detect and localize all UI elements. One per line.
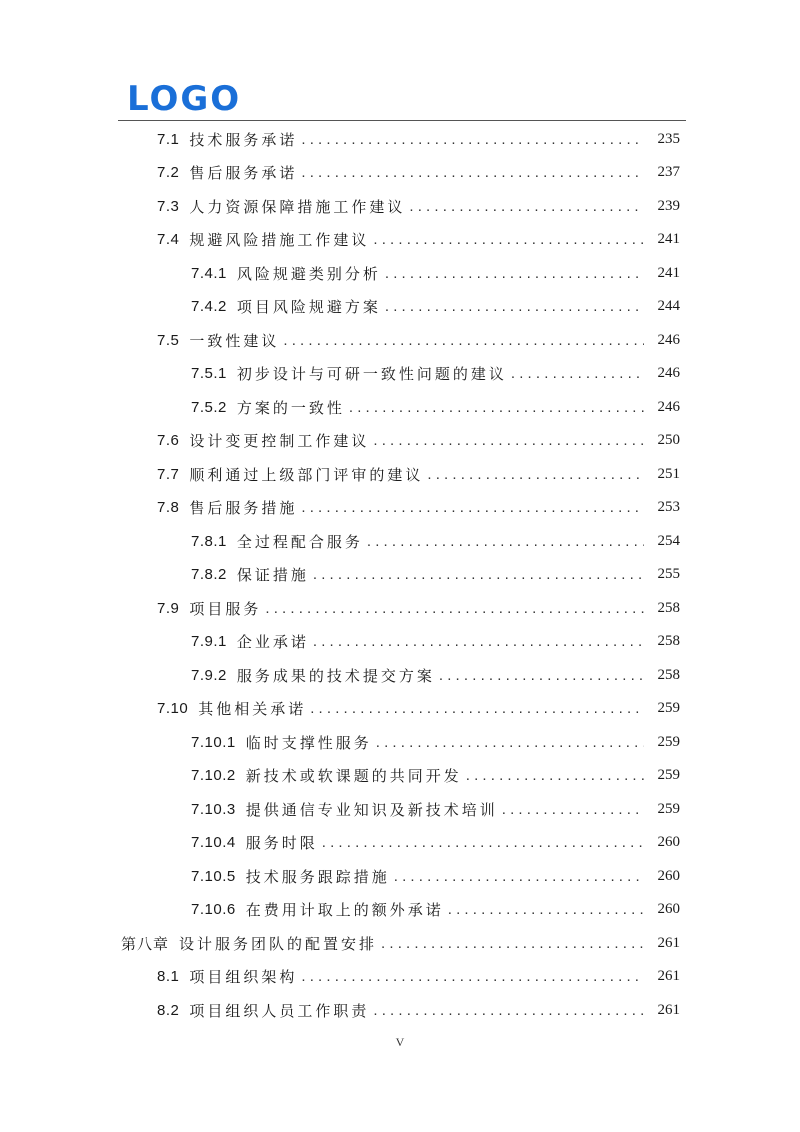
toc-entry[interactable] (157, 429, 680, 453)
toc-entry-page: 260 (657, 901, 680, 917)
logo: LOGO (127, 79, 242, 119)
toc-entry-title: 售后服务承诺 (189, 165, 298, 182)
toc-entry-page: 258 (657, 633, 680, 649)
toc-entry[interactable] (191, 529, 680, 553)
toc-entry-page: 258 (657, 599, 680, 616)
toc-entry-number: 第八章 (121, 935, 170, 953)
toc-entry-number: 7.10.4 (191, 834, 236, 851)
toc-dot-leader (409, 198, 644, 215)
toc-entry-number: 7.10 (157, 700, 189, 717)
toc-entry-page: 258 (657, 666, 680, 683)
toc-entry[interactable] (157, 328, 680, 352)
toc-entry-title: 项目风险规避方案 (236, 299, 381, 316)
toc-entry-number: 7.3 (157, 197, 180, 215)
toc-entry-title: 服务时限 (245, 835, 318, 852)
toc-entry-title: 项目组织人员工作职责 (189, 1002, 370, 1020)
toc-dot-leader (313, 566, 644, 583)
toc-entry[interactable] (157, 228, 680, 252)
toc-entry[interactable] (191, 295, 680, 319)
toc-dot-leader (511, 365, 644, 382)
toc-entry[interactable] (121, 931, 680, 955)
toc-entry-page: 254 (657, 532, 680, 549)
toc-entry-title: 企业承诺 (236, 634, 309, 651)
toc-entry-number: 7.4.1 (191, 264, 227, 282)
toc-dot-leader (385, 265, 644, 282)
toc-dot-leader (373, 1002, 644, 1019)
toc-entry-title: 项目服务 (189, 600, 262, 618)
toc-entry-title: 方案的一致性 (236, 399, 345, 417)
toc-entry[interactable] (191, 898, 680, 922)
toc-dot-leader (394, 868, 644, 885)
toc-dot-leader (466, 767, 644, 784)
toc-entry-number: 7.5.2 (191, 398, 227, 416)
toc-entry-page: 235 (657, 130, 680, 147)
toc-entry-page: 261 (657, 968, 680, 984)
toc-entry-title: 临时支撑性服务 (245, 734, 372, 752)
toc-entry[interactable] (157, 127, 680, 151)
toc-entry-title: 提供通信专业知识及新技术培训 (245, 801, 498, 819)
toc-entry-page: 241 (657, 231, 680, 247)
toc-entry-number: 7.2 (157, 164, 180, 181)
toc-dot-leader (301, 499, 644, 516)
toc-entry[interactable] (191, 831, 680, 855)
toc-entry-number: 7.10.1 (191, 733, 236, 751)
toc-entry[interactable] (157, 496, 680, 520)
toc-entry-page: 237 (657, 164, 680, 180)
toc-entry-page: 251 (657, 465, 680, 482)
toc-entry[interactable] (191, 797, 680, 821)
toc-entry-number: 7.5 (157, 331, 180, 349)
toc-entry-page: 241 (657, 264, 680, 281)
toc-entry[interactable] (157, 697, 680, 721)
toc-dot-leader (313, 633, 644, 650)
toc-entry[interactable] (191, 563, 680, 587)
toc-entry-title: 人力资源保障措施工作建议 (189, 198, 406, 216)
toc-entry-number: 7.9.1 (191, 633, 227, 650)
toc-entry-page: 250 (657, 432, 680, 448)
toc-dot-leader (322, 834, 644, 851)
toc-dot-leader (265, 600, 644, 617)
toc-dot-leader (385, 298, 644, 315)
toc-entry-number: 7.10.6 (191, 901, 236, 918)
toc-entry[interactable] (191, 261, 680, 285)
toc-entry-title: 技术服务跟踪措施 (245, 868, 390, 886)
toc-entry-page: 259 (657, 767, 680, 783)
toc-entry-title: 顺利通过上级部门评审的建议 (189, 466, 424, 484)
toc-entry[interactable] (191, 395, 680, 419)
toc-entry-page: 246 (657, 365, 680, 381)
toc-entry[interactable] (157, 998, 680, 1022)
toc-entry-page: 239 (657, 197, 680, 214)
toc-dot-leader (310, 700, 644, 717)
toc-entry-title: 保证措施 (236, 567, 309, 584)
toc-entry[interactable] (157, 965, 680, 989)
toc-entry-page: 259 (657, 733, 680, 750)
toc-entry-page: 259 (657, 800, 680, 817)
toc-entry-page: 260 (657, 834, 680, 850)
toc-entry-number: 7.4 (157, 231, 180, 248)
toc-entry-title: 一致性建议 (189, 332, 280, 350)
toc-dot-leader (427, 466, 644, 483)
toc-dot-leader (373, 432, 644, 449)
toc-entry-page: 259 (657, 700, 680, 716)
toc-dot-leader (367, 533, 644, 550)
toc-entry-title: 售后服务措施 (189, 500, 298, 517)
toc-dot-leader (349, 399, 644, 416)
toc-entry[interactable] (191, 663, 680, 687)
toc-entry-number: 8.2 (157, 1001, 180, 1019)
toc-entry-number: 7.9.2 (191, 666, 227, 684)
header-divider (118, 120, 686, 121)
toc-entry-number: 7.8.2 (191, 566, 227, 583)
toc-dot-leader (283, 332, 644, 349)
toc-entry-title: 服务成果的技术提交方案 (236, 667, 435, 685)
toc-dot-leader (439, 667, 644, 684)
toc-entry-page: 261 (657, 1001, 680, 1018)
toc-entry-title: 规避风险措施工作建议 (189, 232, 370, 249)
toc-dot-leader (502, 801, 644, 818)
toc-entry[interactable] (191, 362, 680, 386)
toc-entry-page: 253 (657, 499, 680, 515)
toc-entry-page: 260 (657, 867, 680, 884)
toc-entry-title: 新技术或软课题的共同开发 (245, 768, 462, 785)
toc-entry-page: 261 (657, 934, 680, 951)
toc-entry[interactable] (191, 864, 680, 888)
toc-entry-title: 设计变更控制工作建议 (189, 433, 370, 450)
toc-entry-number: 7.4.2 (191, 298, 227, 315)
toc-entry[interactable] (191, 630, 680, 654)
toc-entry[interactable] (191, 764, 680, 788)
toc-entry[interactable] (157, 161, 680, 185)
toc-entry-title: 在费用计取上的额外承诺 (245, 902, 444, 919)
toc-entry-number: 7.6 (157, 432, 180, 449)
toc-dot-leader (301, 131, 644, 148)
toc-dot-leader (373, 231, 644, 248)
toc-entry[interactable] (157, 194, 680, 218)
toc-entry-page: 246 (657, 331, 680, 348)
toc-entry[interactable] (191, 730, 680, 754)
page-number: V (395, 1035, 405, 1049)
toc-entry-page: 244 (657, 298, 680, 314)
toc-dot-leader (301, 164, 644, 181)
toc-entry-number: 7.10.3 (191, 800, 236, 818)
toc-entry-title: 其他相关承诺 (198, 701, 307, 718)
toc-entry-number: 8.1 (157, 968, 180, 985)
toc-entry-page: 255 (657, 566, 680, 582)
toc-entry-page: 246 (657, 398, 680, 415)
toc-dot-leader (376, 734, 644, 751)
toc-dot-leader (301, 968, 644, 985)
toc-entry-title: 全过程配合服务 (236, 533, 363, 551)
toc-entry-number: 7.9 (157, 599, 180, 617)
toc-entry-title: 项目组织架构 (189, 969, 298, 986)
toc-entry-number: 7.8 (157, 499, 180, 516)
toc-entry-title: 技术服务承诺 (189, 131, 298, 149)
toc-entry-number: 7.10.5 (191, 867, 236, 885)
toc-entry-title: 初步设计与可研一致性问题的建议 (236, 366, 507, 383)
toc-dot-leader (448, 901, 644, 918)
toc-dot-leader (381, 935, 644, 952)
toc-entry-number: 7.8.1 (191, 532, 227, 550)
toc-entry[interactable] (157, 462, 680, 486)
toc-entry-number: 7.5.1 (191, 365, 227, 382)
toc-entry-number: 7.10.2 (191, 767, 236, 784)
toc-entry-title: 风险规避类别分析 (236, 265, 381, 283)
toc-entry-number: 7.7 (157, 465, 180, 483)
toc-entry[interactable] (157, 596, 680, 620)
toc-entry-title: 设计服务团队的配置安排 (179, 935, 378, 953)
toc-entry-number: 7.1 (157, 130, 180, 148)
